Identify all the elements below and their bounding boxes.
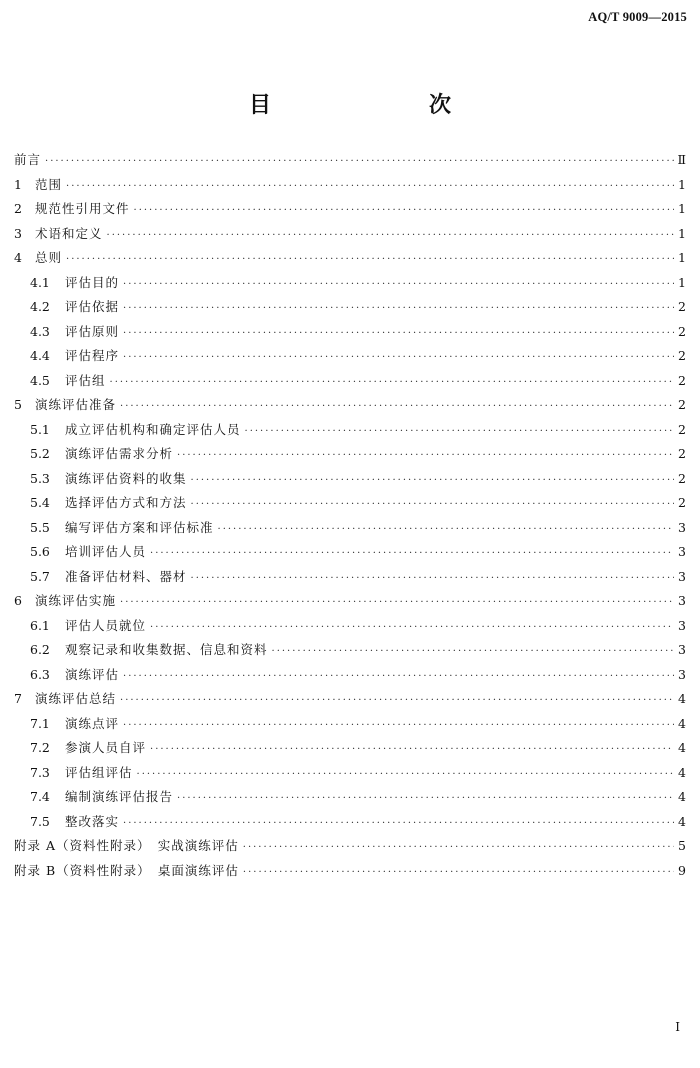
toc-leader-dots xyxy=(243,861,674,886)
toc-leader-dots xyxy=(137,763,674,788)
toc-leader-dots xyxy=(123,812,674,837)
toc-entry[interactable] xyxy=(14,491,686,516)
toc-entry-label: 演练评估实施 xyxy=(35,593,117,608)
toc-entry-page: 3 xyxy=(678,617,686,633)
toc-entry[interactable] xyxy=(14,834,686,859)
toc-entry[interactable] xyxy=(14,761,686,786)
toc-entry-number: 5.3 xyxy=(30,470,50,486)
toc-entry-label: 编写评估方案和评估标准 xyxy=(65,519,214,535)
toc-entry[interactable] xyxy=(14,369,686,394)
toc-entry-page: 2 xyxy=(678,397,686,412)
toc-entry-number: 6.2 xyxy=(30,642,50,657)
toc-entry-label: 演练评估资料的收集 xyxy=(65,470,187,486)
toc-entry-page: 2 xyxy=(678,495,686,510)
toc-entry-page: 3 xyxy=(678,666,686,682)
toc-entry-number: 7.4 xyxy=(30,789,50,804)
toc-entry-number: 7.2 xyxy=(30,740,50,755)
toc-entry-label: 评估原则 xyxy=(65,323,120,339)
toc-entry-label: 评估程序 xyxy=(65,348,120,363)
toc-entry[interactable] xyxy=(14,222,686,247)
toc-entry[interactable] xyxy=(14,467,686,492)
toc-entry-number: 5.4 xyxy=(30,495,50,510)
toc-entry[interactable] xyxy=(14,148,686,173)
toc-entry[interactable] xyxy=(14,418,686,443)
toc-entry[interactable] xyxy=(14,565,686,590)
toc-entry-page: 2 xyxy=(678,421,686,437)
toc-leader-dots xyxy=(123,346,674,371)
toc-entry-page: 2 xyxy=(678,372,686,388)
toc-leader-dots xyxy=(191,493,674,518)
toc-entry-number: 4 xyxy=(14,250,22,265)
toc-entry[interactable] xyxy=(14,516,686,541)
toc-entry[interactable] xyxy=(14,442,686,467)
toc-entry-number: 1 xyxy=(14,176,22,192)
toc-leader-dots xyxy=(191,567,674,592)
toc-entry-label: 评估组 xyxy=(65,372,106,388)
toc-leader-dots xyxy=(245,420,674,445)
toc-entry-page: 4 xyxy=(678,813,686,829)
toc-entry-number: 7 xyxy=(14,691,22,706)
toc-entry-label: 附录 A（资料性附录） 实战演练评估 xyxy=(14,838,239,853)
toc-entry-label: 附录 B（资料性附录） 桌面演练评估 xyxy=(14,862,239,878)
toc-entry-page: 1 xyxy=(678,250,686,265)
toc-entry-page: 4 xyxy=(678,691,686,706)
toc-entry[interactable] xyxy=(14,859,686,884)
toc-leader-dots xyxy=(66,248,674,273)
toc-leader-dots xyxy=(120,395,674,420)
toc-entry-page: 3 xyxy=(678,519,686,535)
toc-entry-number: 7.5 xyxy=(30,813,50,829)
toc-entry-number: 5 xyxy=(14,397,22,412)
toc-entry-page: 5 xyxy=(678,838,686,853)
toc-entry-page: 1 xyxy=(678,176,686,192)
toc-entry-page: 3 xyxy=(678,544,686,559)
toc-entry-number: 4.2 xyxy=(30,299,50,314)
toc-entry-label: 准备评估材料、器材 xyxy=(65,568,187,584)
toc-entry-page: 3 xyxy=(678,593,686,608)
toc-entry-label: 演练评估需求分析 xyxy=(65,446,174,461)
toc-entry[interactable] xyxy=(14,173,686,198)
toc-entry-page: 2 xyxy=(678,470,686,486)
toc-entry[interactable] xyxy=(14,589,686,614)
toc-entry-label: 评估人员就位 xyxy=(65,617,147,633)
toc-entry-label: 规范性引用文件 xyxy=(35,201,130,216)
toc-entry[interactable] xyxy=(14,344,686,369)
toc-entry[interactable] xyxy=(14,246,686,271)
toc-leader-dots xyxy=(120,591,674,616)
toc-entry[interactable] xyxy=(14,712,686,737)
toc-leader-dots xyxy=(45,150,673,175)
toc-entry-label: 演练点评 xyxy=(65,715,120,731)
toc-entry-label: 评估依据 xyxy=(65,299,120,314)
toc-entry-number: 5.5 xyxy=(30,519,50,535)
toc-entry-label: 整改落实 xyxy=(65,813,120,829)
toc-entry-number: 2 xyxy=(14,201,22,216)
toc-entry-label: 编制演练评估报告 xyxy=(65,789,174,804)
toc-entry-label: 选择评估方式和方法 xyxy=(65,495,187,510)
toc-entry[interactable] xyxy=(14,663,686,688)
toc-entry-page: 4 xyxy=(678,740,686,755)
toc-entry-number: 4.3 xyxy=(30,323,50,339)
toc-entry-label: 参演人员自评 xyxy=(65,740,147,755)
toc-leader-dots xyxy=(272,640,674,665)
toc-entry[interactable] xyxy=(14,638,686,663)
toc-entry[interactable] xyxy=(14,271,686,296)
toc-entry-page: 9 xyxy=(678,862,686,878)
toc-entry-number: 6.1 xyxy=(30,617,50,633)
toc-entry[interactable] xyxy=(14,295,686,320)
toc-entry-number: 5.6 xyxy=(30,544,50,559)
toc-leader-dots xyxy=(123,322,674,347)
toc-entry-number: 5.7 xyxy=(30,568,50,584)
toc-entry-label: 演练评估总结 xyxy=(35,691,117,706)
toc-entry[interactable] xyxy=(14,736,686,761)
toc-entry-label: 范围 xyxy=(35,176,63,192)
toc-leader-dots xyxy=(150,542,674,567)
toc-leader-dots xyxy=(120,689,674,714)
toc-entry-label: 评估组评估 xyxy=(65,764,133,780)
toc-leader-dots xyxy=(123,273,674,298)
toc-entry-number: 4.1 xyxy=(30,274,50,290)
standard-code: AQ/T 9009—2015 xyxy=(588,10,687,24)
toc-entry-label: 培训评估人员 xyxy=(65,544,147,559)
toc-leader-dots xyxy=(110,371,674,396)
toc-entry-number: 4.4 xyxy=(30,348,50,363)
toc-entry[interactable] xyxy=(14,687,686,712)
table-of-contents xyxy=(14,148,686,883)
toc-leader-dots xyxy=(66,175,674,200)
toc-entry-label: 观察记录和收集数据、信息和资料 xyxy=(65,642,268,657)
toc-entry-number: 7.1 xyxy=(30,715,50,731)
toc-entry-page: 2 xyxy=(678,323,686,339)
toc-entry-number: 3 xyxy=(14,225,22,241)
toc-leader-dots xyxy=(243,836,674,861)
toc-leader-dots xyxy=(177,444,674,469)
toc-entry-page: Ⅱ xyxy=(677,152,686,167)
toc-entry-number: 4.5 xyxy=(30,372,50,388)
toc-entry-label: 成立评估机构和确定评估人员 xyxy=(65,421,241,437)
toc-leader-dots xyxy=(123,714,674,739)
toc-entry-page: 2 xyxy=(678,446,686,461)
toc-entry-page: 2 xyxy=(678,348,686,363)
toc-entry[interactable] xyxy=(14,785,686,810)
toc-leader-dots xyxy=(150,738,674,763)
toc-leader-dots xyxy=(150,616,674,641)
toc-entry[interactable] xyxy=(14,393,686,418)
toc-entry-page: 1 xyxy=(678,225,686,241)
toc-entry-number: 5.2 xyxy=(30,446,50,461)
toc-entry[interactable] xyxy=(14,614,686,639)
toc-entry-number: 6.3 xyxy=(30,666,50,682)
toc-entry-number: 5.1 xyxy=(30,421,50,437)
toc-entry-label: 前言 xyxy=(14,152,42,167)
toc-entry-page: 4 xyxy=(678,789,686,804)
toc-entry-label: 总则 xyxy=(35,250,63,265)
toc-entry[interactable] xyxy=(14,197,686,222)
toc-entry-page: 4 xyxy=(678,715,686,731)
toc-entry-number: 7.3 xyxy=(30,764,50,780)
toc-entry-page: 4 xyxy=(678,764,686,780)
toc-entry-page: 1 xyxy=(678,274,686,290)
toc-entry-page: 3 xyxy=(678,642,686,657)
toc-entry[interactable] xyxy=(14,810,686,835)
toc-entry-label: 评估目的 xyxy=(65,274,120,290)
toc-entry-page: 2 xyxy=(678,299,686,314)
page-title: 目 次 xyxy=(248,93,489,118)
toc-entry-number: 6 xyxy=(14,593,22,608)
toc-entry-page: 1 xyxy=(678,201,686,216)
toc-entry-label: 演练评估 xyxy=(65,666,120,682)
toc-entry-page: 3 xyxy=(678,568,686,584)
toc-leader-dots xyxy=(123,297,674,322)
toc-leader-dots xyxy=(218,518,674,543)
toc-entry-label: 演练评估准备 xyxy=(35,397,117,412)
toc-leader-dots xyxy=(177,787,674,812)
toc-leader-dots xyxy=(123,665,674,690)
toc-leader-dots xyxy=(191,469,674,494)
toc-entry[interactable] xyxy=(14,540,686,565)
toc-leader-dots xyxy=(134,199,674,224)
page-number: I xyxy=(675,1020,680,1034)
toc-leader-dots xyxy=(107,224,674,249)
toc-entry-label: 术语和定义 xyxy=(35,225,103,241)
toc-entry[interactable] xyxy=(14,320,686,345)
